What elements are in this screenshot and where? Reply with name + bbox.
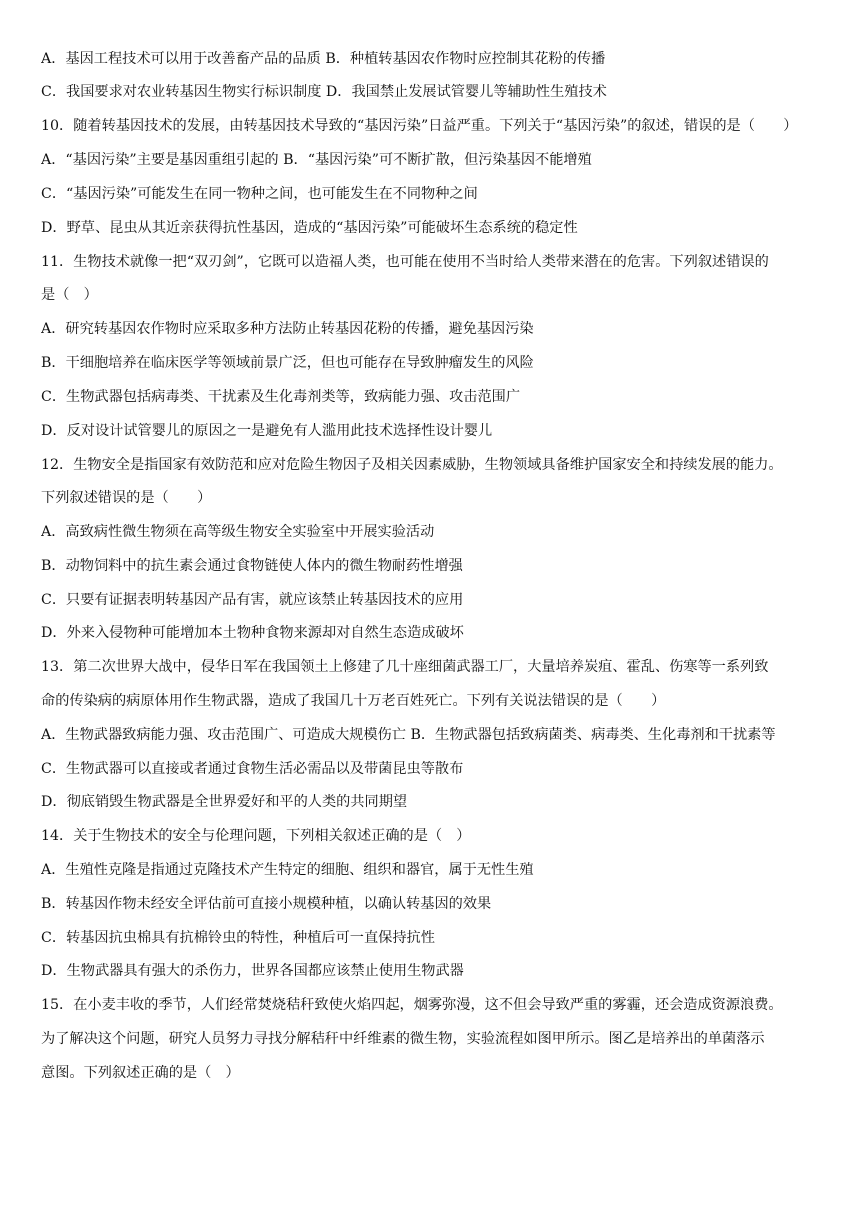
text-line: 14．关于生物技术的安全与伦理问题，下列相关叙述正确的是（ ） <box>41 828 471 844</box>
text-line: B．动物饲料中的抗生素会通过食物链使人体内的微生物耐药性增强 <box>41 558 463 574</box>
text-line: D．生物武器具有强大的杀伤力，世界各国都应该禁止使用生物武器 <box>41 963 464 979</box>
text-line: B．转基因作物未经安全评估前可直接小规模种植，以确认转基因的效果 <box>41 896 492 912</box>
text-line: A．生物武器致病能力强、攻击范围广、可造成大规模伤亡 B．生物武器包括致病菌类、病毒类、生化毒剂和干扰素等 <box>41 727 776 743</box>
text-line: 10．随着转基因技术的发展，由转基因技术导致的“基因污染”日益严重。下列关于“基因污染”的叙述，错误的是（ ） <box>41 118 798 134</box>
text-line: A．生殖性克隆是指通过克隆技术产生特定的细胞、组织和器官，属于无性生殖 <box>41 862 534 878</box>
text-line: C．我国要求对农业转基因生物实行标识制度 D．我国禁止发展试管婴儿等辅助性生殖技术 <box>41 84 607 100</box>
text-line: A．研究转基因农作物时应采取多种方法防止转基因花粉的传播，避免基因污染 <box>41 321 534 337</box>
text-line: A．基因工程技术可以用于改善畜产品的品质 B．种植转基因农作物时应控制其花粉的传播 <box>41 51 606 67</box>
text-line: C．生物武器包括病毒类、干扰素及生化毒剂类等，致病能力强、攻击范围广 <box>41 389 521 405</box>
text-line: 为了解决这个问题，研究人员努力寻找分解秸秆中纤维素的微生物，实验流程如图甲所示。图乙是培养出的单菌落示 <box>41 1031 765 1047</box>
text-line: 13．第二次世界大战中，侵华日军在我国领土上修建了几十座细菌武器工厂，大量培养炭疽、霍乱、伤寒等一系列致 <box>41 659 769 675</box>
text-line: A．高致病性微生物须在高等级生物安全实验室中开展实验活动 <box>41 524 435 540</box>
text-line: C．生物武器可以直接或者通过食物生活必需品以及带菌昆虫等散布 <box>41 761 464 777</box>
text-line: C．只要有证据表明转基因产品有害，就应该禁止转基因技术的应用 <box>41 592 464 608</box>
text-line: 12．生物安全是指国家有效防范和应对危险生物因子及相关因素威胁，生物领域具备维护国家安全和持续发展的能力。 <box>41 457 783 473</box>
text-line: A．“基因污染”主要是基因重组引起的 B．“基因污染”可不断扩散，但污染基因不能增殖 <box>41 152 592 168</box>
text-line: 是（ ） <box>41 287 98 303</box>
text-line: 15．在小麦丰收的季节，人们经常焚烧秸秆致使火焰四起，烟雾弥漫，这不但会导致严重的雾霾，还会造成资源浪费。 <box>41 997 783 1013</box>
text-line: D．彻底销毁生物武器是全世界爱好和平的人类的共同期望 <box>41 794 408 810</box>
text-line: D．反对设计试管婴儿的原因之一是避免有人滥用此技术选择性设计婴儿 <box>41 423 493 439</box>
text-line: C．转基因抗虫棉具有抗棉铃虫的特性，种植后可一直保持抗性 <box>41 930 435 946</box>
text-line: 11．生物技术就像一把“双刃剑”，它既可以造福人类，也可能在使用不当时给人类带来潜在的危害。下列叙述错误的 <box>41 254 769 270</box>
text-line: 下列叙述错误的是（ ） <box>41 490 212 506</box>
text-line: D．外来入侵物种可能增加本土物种食物来源却对自然生态造成破坏 <box>41 625 464 641</box>
text-line: 意图。下列叙述正确的是（ ） <box>41 1065 240 1081</box>
text-line: B．干细胞培养在临床医学等领域前景广泛，但也可能存在导致肿瘤发生的风险 <box>41 355 534 371</box>
text-line: C．“基因污染”可能发生在同一物种之间，也可能发生在不同物种之间 <box>41 186 478 202</box>
text-line: 命的传染病的病原体用作生物武器，造成了我国几十万老百姓死亡。下列有关说法错误的是（ ） <box>41 693 666 709</box>
text-line: D．野草、昆虫从其近亲获得抗性基因，造成的“基因污染”可能破坏生态系统的稳定性 <box>41 220 578 236</box>
